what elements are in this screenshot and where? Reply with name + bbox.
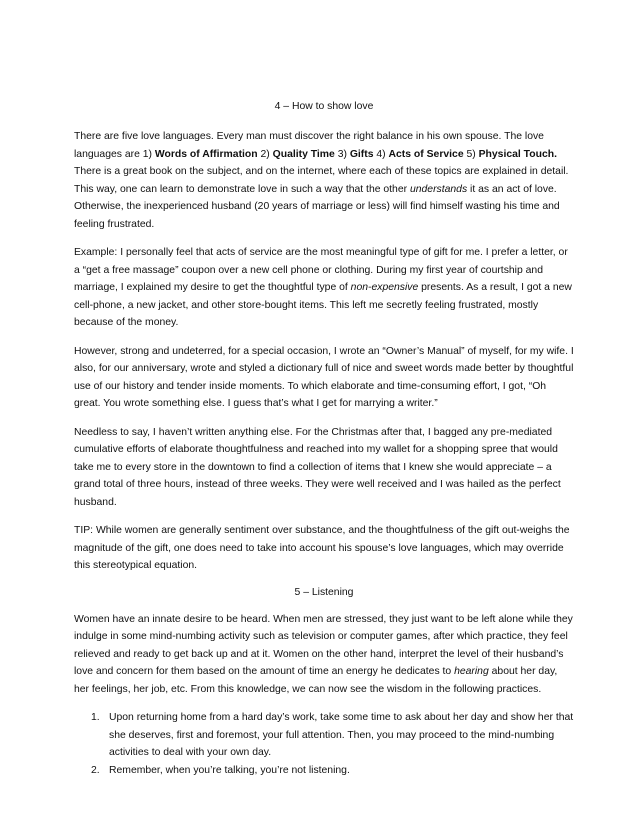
text-run: There are five love languages. Every man must discover the right balance in his own spouse. The love languages are 1)	[74, 131, 544, 160]
list-item	[74, 709, 574, 762]
paragraph-example	[74, 244, 574, 332]
text-run: 3)	[334, 148, 350, 160]
bold-words-of-affirmation: Words of Affirmation	[154, 148, 258, 160]
paragraph-love-languages	[74, 128, 574, 233]
italic-non-expensive: non-expensive	[350, 282, 419, 293]
text-run: 5)	[463, 148, 479, 160]
bold-acts-of-service: Acts of Service	[388, 148, 464, 160]
text-run: about her day, her feelings, her job, etc. From this knowledge, we can now see the wisdom in the following practices.	[74, 666, 558, 695]
list-item-text: Upon returning home from a hard day’s work, take some time to ask about her day and show her that she deserves, first and foremost, your full attention. Then, you may proceed to the mind-numbing activities to deal with your own day.	[109, 712, 574, 758]
text-run: 2)	[257, 148, 273, 160]
list-item-text: Remember, when you’re talking, you’re not listening.	[109, 764, 350, 776]
list-item	[74, 762, 574, 780]
italic-understands: understands	[409, 183, 468, 195]
italic-hearing: hearing	[454, 666, 489, 677]
list-item-number: 2.	[91, 764, 100, 776]
paragraph-listening	[74, 611, 574, 699]
bold-gifts: Gifts	[349, 148, 374, 160]
document-page	[74, 100, 574, 779]
text-run: it as an act of love. Otherwise, the inexperienced husband (20 years of marriage or less) will find himself wasting his time and feeling frustrated.	[74, 183, 560, 230]
text-run: There is a great book on the subject, and on the internet, where each of these topics are explained in detail. This way, one can learn to demonstrate love in such a way that the other	[74, 166, 569, 195]
list-item-number: 1.	[91, 712, 100, 723]
bold-quality-time: Quality Time	[272, 148, 335, 160]
paragraph-tip: TIP: While women are generally sentiment over substance, and the thoughtfulness of the gift out-weighs the magnitude of the gift, one does need to take into account his spouse’s love languages, which may override this stereotypical equation.	[74, 525, 570, 571]
section-heading-how-to-show-love: 4 – How to show love	[274, 101, 374, 112]
section-heading-listening: 5 – Listening	[294, 586, 354, 598]
paragraph-christmas: Needless to say, I haven’t written anything else. For the Christmas after that, I bagged any pre-mediated cumulative efforts of elaborate thoughtfulness and reached into my wallet for a shopping spree that would take me to every store in the downtown to find a collection of items that I knew she would appreciate – a grand total of three hours, instead of three weeks. They were well received and I was hailed as the perfect husband.	[74, 426, 561, 508]
practices-list	[74, 709, 574, 779]
paragraph-owners-manual: However, strong and undeterred, for a special occasion, I wrote an “Owner’s Manual” of myself, for my wife. I also, for our anniversary, wrote and styled a dictionary full of nice and sweet words made better by thoughtful use of our history and tender inside moments. To which elaborate and time-consuming effort, I got, “Oh great. You wrote something else. I guess that’s what I get for marrying a writer.”	[74, 345, 574, 409]
text-run: presents. As a result, I got a new cell-phone, a new jacket, and other store-bought items. This left me secretly feeling frustrated, mostly because of the money.	[74, 282, 572, 328]
bold-physical-touch: Physical Touch.	[478, 148, 557, 160]
text-run: 4)	[373, 148, 389, 160]
text-run: Example: I personally feel that acts of service are the most meaningful type of gift for me. I prefer a letter, or a “get a free massage” coupon over a new cell phone or clothing. During my first year of courtship and marriage, I explained my desire to get the thoughtful type of	[74, 247, 568, 293]
text-run: Women have an innate desire to be heard. When men are stressed, they just want to be left alone while they indulge in some mind-numbing activity such as television or computer games, after which practice, they feel relieved and ready to get back up and at it. Women on the other hand, interpret the level of their husband’s love and concern for them based on the amount of time an energy he dedicates to	[74, 613, 573, 677]
